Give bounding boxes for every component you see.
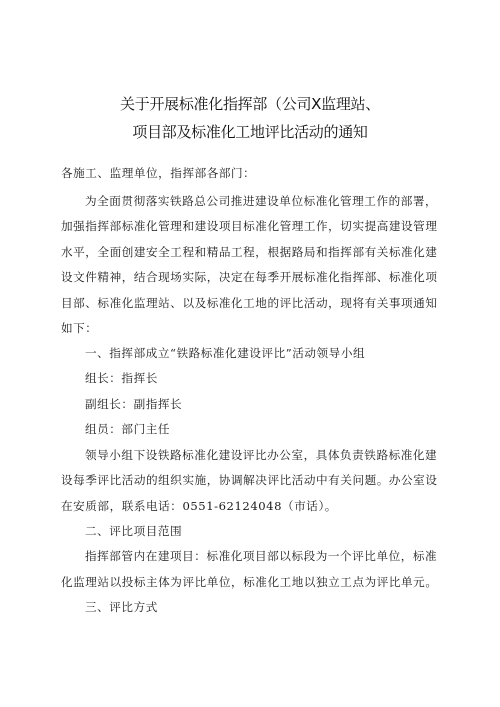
group-members: 组员：部门主任: [85, 422, 171, 436]
section-3-heading: 三、评比方式: [85, 600, 158, 614]
section-1-heading: 一、指挥部成立“铁路标准化建设评比”活动领导小组: [85, 346, 366, 360]
section-1-body-line: 在安质部，联系电话：0551-62124048（市话）。: [61, 499, 337, 513]
intro-line: 如下：: [61, 321, 98, 335]
intro-line: 目部、标准化监理站、以及标准化工地的评比活动，现将有关事项通知: [61, 296, 438, 310]
intro-line: 加强指挥部标准化管理和建设项目标准化管理工作，切实提高建设管理: [61, 219, 438, 233]
section-2-heading: 二、评比项目范围: [85, 524, 183, 538]
section-2-body-line: 指挥部管内在建项目：标准化项目部以标段为一个评比单位，标准: [85, 549, 438, 563]
salutation: 各施工、监理单位，指挥部各部门：: [61, 166, 256, 180]
section-2-body-line: 化监理站以投标主体为评比单位，标准化工地以独立工点为评比单元。: [61, 575, 438, 589]
group-deputy-leader: 副组长：副指挥长: [85, 397, 183, 411]
intro-line: 为全面贯彻落实铁路总公司推进建设单位标准化管理工作的部署，: [85, 194, 438, 208]
section-1-body-line: 设每季评比活动的组织实施，协调解决评比活动中有关问题。办公室设: [61, 473, 438, 487]
intro-line: 水平，全面创建安全工程和精品工程，根据路局和指挥部有关标准化建: [61, 245, 438, 259]
section-1-body-line: 领导小组下设铁路标准化建设评比办公室，具体负责铁路标准化建: [85, 448, 438, 462]
document-title-line-1: 关于开展标准化指挥部（公司X监理站、: [120, 95, 380, 113]
group-leader: 组长：指挥长: [85, 371, 158, 385]
intro-line: 设文件精神，结合现场实际，决定在每季开展标准化指挥部、标准化项: [61, 270, 438, 284]
document-title-line-2: 项目部及标准化工地评比活动的通知: [132, 123, 368, 141]
